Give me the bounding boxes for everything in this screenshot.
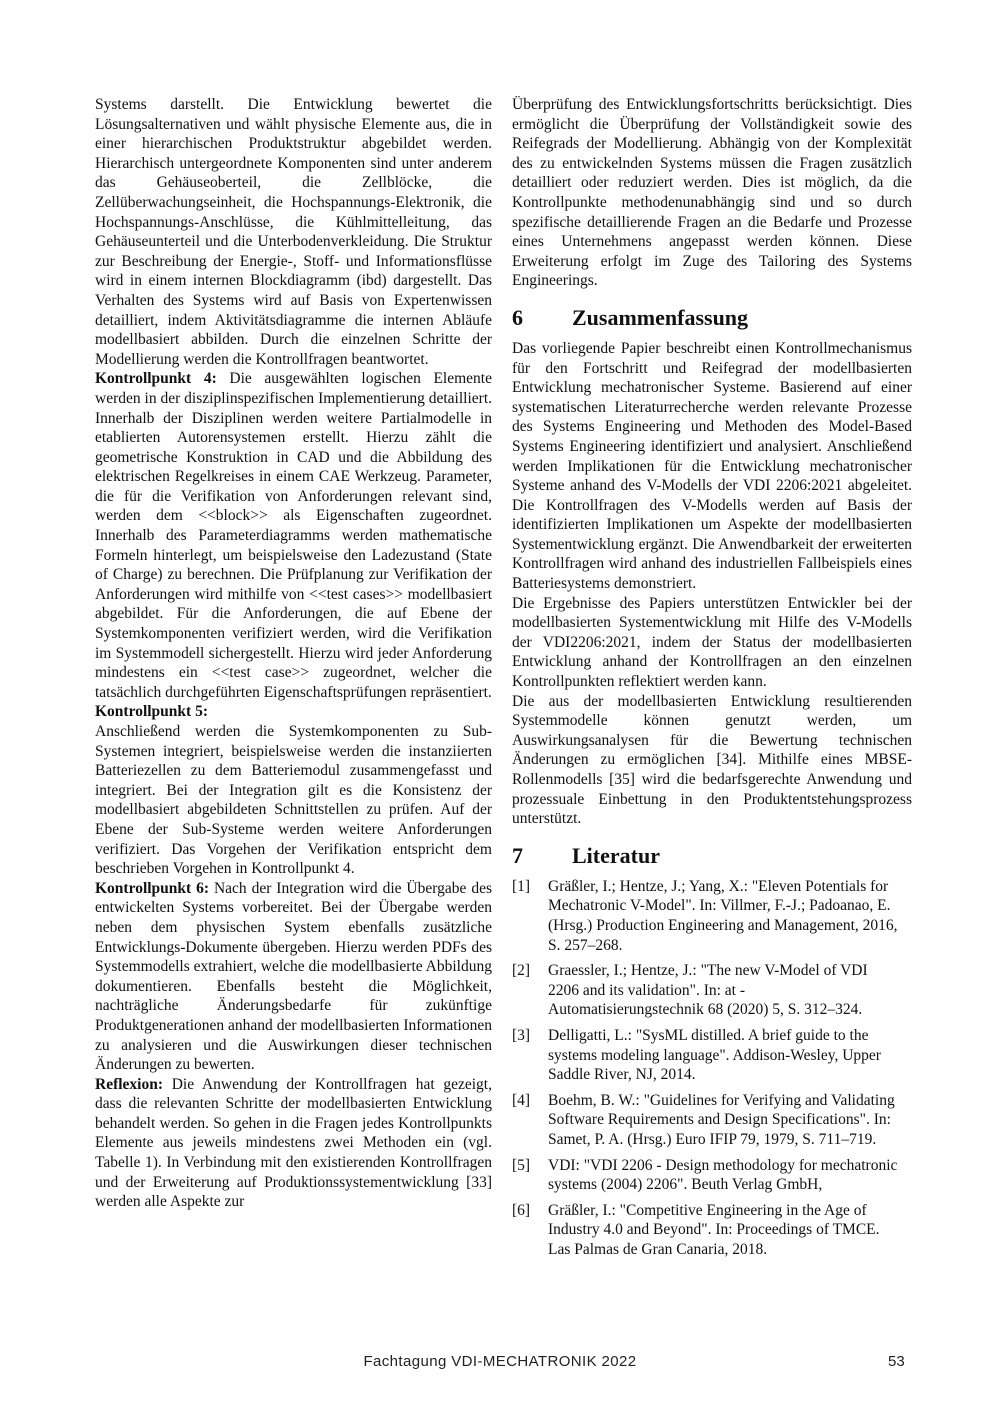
reference-item — [512, 1026, 912, 1085]
paragraph-progress-review: Überprüfung des Entwicklungsfortschritts berücksichtigt. Dies ermöglicht die Überprüfung der Vollständigkeit sowie des Reifegrads der Modellierung. Abhängig von der Komplexität des zu entwickelnden Systems müssen die Fragen zusätzlich detailliert oder reduziert werden. Dies ist möglich, da die Kontrollpunkte methodenunabhängig sind und so durch spezifische detaillierende Fragen an die Bedarfe und Prozesse eines Unternehmens angepasst werden können. Diese Erweiterung erfolgt im Zuge des Tailoring des Systems Engineerings. — [512, 96, 912, 290]
section-number: 7 — [512, 842, 523, 868]
paragraph-summary-2: Die Ergebnisse des Papiers unterstützen Entwickler bei der modellbasierten Systementwicklung mit Hilfe des V-Modells der VDI2206:2021, indem der Status der modellbasierten Entwicklung anhand der Kontrollfragen an den einzelnen Kontrollpunkten reflektiert werden kann. — [512, 594, 912, 691]
reference-text: Boehm, B. W.: "Guidelines for Verifying and Validating Software Requirements and Design Specifications". In: Samet, P. A. (Hrsg.) Euro IFIP 79, 1979, S. 711–719. — [548, 1091, 895, 1148]
reference-item — [512, 1091, 912, 1150]
reference-number: [2] — [512, 962, 531, 980]
right-column — [512, 95, 912, 1265]
paragraph-kontrollpunkt-6 — [95, 879, 492, 1075]
reference-item — [512, 1156, 912, 1195]
section-number: 6 — [512, 304, 523, 330]
left-column — [95, 95, 492, 1212]
reference-number: [1] — [512, 877, 531, 895]
kontrollpunkt-4-text: Die ausgewählten logischen Elemente werden in der disziplinspezifischen Implementierung detailliert. Innerhalb der Disziplinen werden weitere Partialmodelle in etablierten Autorensystemen erstellt. Hierzu zählt die geometrische Konstruktion in CAD und die Abbildung des elektrischen Regelkreises in einem CAE Werkzeug. Parameter, die für die Verifikation von Anforderungen relevant sind, werden dem <<block>> als Eigenschaften zugeordnet. Innerhalb des Parameterdiagramms werden mathematische Formeln hinterlegt, um beispielsweise den Ladezustand (State of Charge) zu berechnen. Die Prüfplanung zur Verifikation der Anforderungen wird mithilfe von <<test cases>> modellbasiert abgebildet. Für die Anforderungen, die auf Ebene der Systemkomponenten verifiziert werden, wird die Verifikation im Systemmodell sichergestellt. Hierzu wird jeder Anforderung mindestens ein <<test case>> zugeordnet, welcher die tatsächlich durchgeführten Eigenschaftsprüfungen repräsentiert. — [95, 370, 492, 701]
paragraph-summary-1: Das vorliegende Papier beschreibt einen Kontrollmechanismus für den Fortschritt und Reifegrad der modellbasierten Entwicklung mechatronischer Systeme. Basierend auf einer systematischen Literaturrecherche werden relevante Prozesse des Systems Engineering und Methoden des Model-Based Systems Engineering identifiziert und analysiert. Anschließend werden Implikationen für die Entwicklung mechatronischer Systeme anhand des V-Modells der VDI 2206:2021 abgeleitet. Die Kontrollfragen des V-Modells werden auf Basis der identifizierten Implikationen um Aspekte der modellbasierten Systementwicklung ergänzt. Die Anwendbarkeit der erweiterten Kontrollfragen wird anhand des industriellen Fallbeispiels eines Batteriesystems demonstriert. — [512, 339, 912, 593]
reference-list — [512, 877, 912, 1260]
reflexion-text: Die Anwendung der Kontrollfragen hat gezeigt, dass die relevanten Schritte der modellbasierten Entwicklung behandelt werden. So gehen in die Fragen jedes Kontrollpunkts Elemente aus jeweils mindestens zwei Methoden ein (vgl. Tabelle 1). In Verbindung mit den existierenden Kontrollfragen und der Erweiterung auf Produktionssystementwicklung [33] werden alle Aspekte zur — [95, 1075, 492, 1211]
paragraph-summary-3: Die aus der modellbasierten Entwicklung resultierenden Systemmodelle können genutzt werden, um Auswirkungsanalysen für die Bewertung technischen Änderungen zu ermöglichen [34]. Mithilfe eines MBSE-Rollenmodells [35] wird die bedarfsgerechte Anwendung und prozessuale Einbettung in den Produktentstehungsprozess unterstützt. — [512, 692, 912, 828]
paragraph-kontrollpunkt-4 — [95, 369, 492, 702]
reference-item — [512, 1201, 912, 1260]
reference-item — [512, 961, 912, 1020]
kontrollpunkt-6-text: Nach der Integration wird die Übergabe des entwickelten Systems vorbereitet. Bei der Übergabe werden neben dem physischen System ebenfalls zusätzliche Entwicklungs-Dokumente übergeben. Hierzu werden PDFs des Systemmodells extrahiert, welche die modellbasierte Abbildung dokumentieren. Ebenfalls besteht die Möglichkeit, nachträgliche Änderungsbedarfe für zukünftige Produktgenerationen anhand der modellbasierten Informationen zu analysieren und die Auswirkungen dieser technischen Änderungen zu bewerten. — [95, 879, 492, 1074]
section-heading-zusammenfassung — [512, 305, 912, 331]
section-heading-literatur — [512, 843, 912, 869]
paragraph-reflexion — [95, 1075, 492, 1212]
reflexion-label: Reflexion: — [95, 1075, 164, 1093]
page-number: 53 — [888, 1353, 905, 1370]
kontrollpunkt-6-label: Kontrollpunkt 6: — [95, 879, 210, 897]
paragraph-kontrollpunkt-5: Anschließend werden die Systemkomponenten zu Sub-Systemen integriert, beispielsweise werden die instanziierten Batteriezellen zu dem Batteriemodul zusammengefasst und integriert. Bei der Integration gilt es die Konsistenz der modellbasiert abgebildeten Schnittstellen zu prüfen. Auf der Ebene der Sub-Systeme werden weitere Anforderungen verifiziert. Das Vorgehen der Verifikation entspricht dem beschrieben Vorgehen in Kontrollpunkt 4. — [95, 723, 492, 878]
reference-text: VDI: "VDI 2206 - Design methodology for mechatronic systems (2004) 2206". Beuth Verlag GmbH, — [548, 1156, 898, 1194]
reference-number: [4] — [512, 1091, 531, 1109]
reference-text: Gräßler, I.; Hentze, J.; Yang, X.: "Eleven Potentials for Mechatronic V-Model". In: Villmer, F.-J.; Padoanao, E. (Hrsg.) Production Engineering and Management, 2016, S. 257–268. — [548, 877, 898, 954]
reference-number: [6] — [512, 1201, 531, 1219]
reference-text: Gräßler, I.: "Competitive Engineering in the Age of Industry 4.0 and Beyond". In: Proceedings of TMCE. Las Palmas de Gran Canaria, 2018. — [548, 1201, 880, 1258]
reference-number: [3] — [512, 1026, 531, 1044]
conference-name: Fachtagung VDI-MECHATRONIK 2022 — [363, 1353, 637, 1370]
section-title: Literatur — [572, 842, 660, 868]
section-title: Zusammenfassung — [572, 304, 749, 330]
kontrollpunkt-4-label: Kontrollpunkt 4: — [95, 370, 217, 388]
kontrollpunkt-5-label: Kontrollpunkt 5: — [95, 703, 208, 721]
reference-text: Delligatti, L.: "SysML distilled. A brief guide to the systems modeling language". Addison-Wesley, Upper Saddle River, NJ, 2014. — [548, 1026, 881, 1084]
paragraph-system-structure: Systems darstellt. Die Entwicklung bewertet die Lösungsalternativen und wählt physische Elemente aus, die in einer hierarchischen Produktstruktur abgebildet werden. Hierarchisch untergeordnete Komponenten sind unter anderem das Gehäuseoberteil, die Zellblöcke, die Zellüberwachungseinheit, die Hochspannungs-Elektronik, die Hochspannungs-Anschlüsse, die Kühlmittelleitung, das Gehäuseunterteil und die Unterbodenverkleidung. Die Struktur zur Beschreibung der Energie-, Stoff- und Informationsflüsse wird in einem internen Blockdiagramm (ibd) dargestellt. Das Verhalten des Systems wird auf Basis von Expertenwissen detailliert, indem Aktivitätsdiagramme die internen Abläufe modellbasiert abbilden. Durch die einzelnen Schritte der Modellierung werden die Kontrollfragen beantwortet. — [95, 96, 492, 368]
reference-item — [512, 877, 912, 955]
reference-text: Graessler, I.; Hentze, J.: "The new V-Model of VDI 2206 and its validation". In: at - Automatisierungstechnik 68 (2020) 5, S. 312–324. — [548, 962, 868, 1019]
reference-number: [5] — [512, 1156, 531, 1174]
